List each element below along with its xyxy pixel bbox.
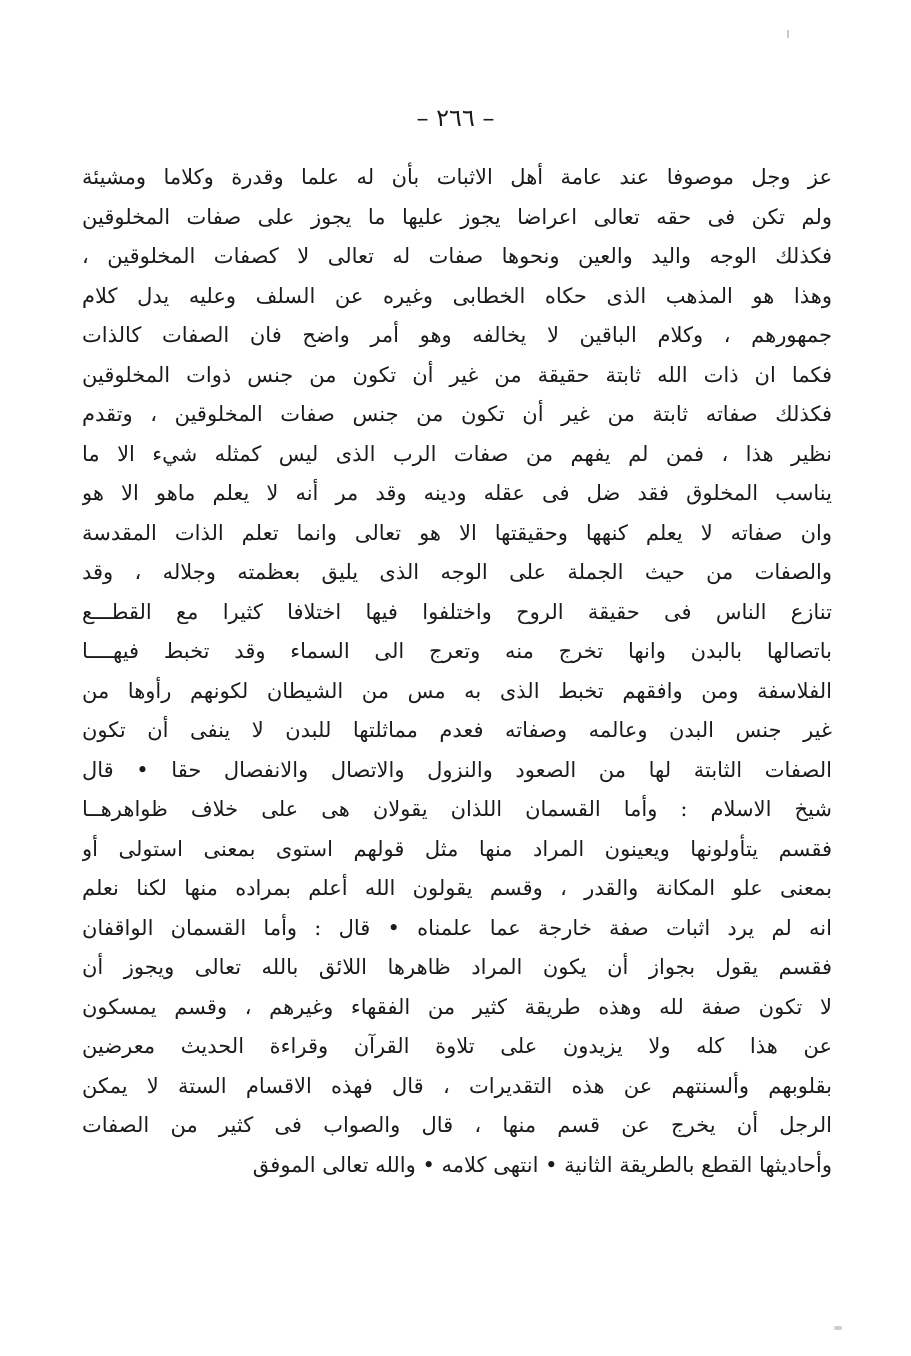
text-line: فكذلك الوجه واليد والعين ونحوها صفات له تعالى لا كصفات المخلوقين ،	[82, 244, 832, 268]
page-number: – ٢٦٦ –	[416, 104, 495, 132]
text-line: وأحاديثها القطع بالطريقة الثانية • انتهى كلامه • والله تعالى الموفق	[252, 1152, 832, 1177]
text-line: عز وجل موصوفا عند عامة أهل الاثبات بأن له علما وقدرة وكلاما ومشيئة	[82, 165, 832, 189]
text-line: الفلاسفة ومن وافقهم تخبط الذى به مس من الشيطان لكونهم رأوها من	[82, 678, 832, 703]
text-line: انه لم يرد اثبات صفة خارجة عما علمناه • قال : وأما القسمان الواقفان	[82, 915, 832, 940]
text-line: فكذلك صفاته ثابتة من غير أن تكون من جنس صفات المخلوقين ، وتقدم	[82, 402, 832, 426]
text-line: فقسم يتأولونها ويعينون المراد منها مثل قولهم استوى بمعنى استولى أو	[82, 836, 832, 861]
text-line: بمعنى علو المكانة والقدر ، وقسم يقولون الله أعلم بمراده منها لكنا نعلم	[82, 876, 832, 900]
text-line: فكما ان ذات الله ثابتة حقيقة من غير أن تكون من جنس ذوات المخلوقين	[82, 362, 832, 387]
text-line: نظير هذا ، فمن لم يفهم من صفات الرب الذى ليس كمثله شيء الا ما	[82, 441, 832, 466]
text-line: وان صفاته لا يعلم كنهها وحقيقتها الا هو تعالى وانما تعلم الذات المقدسة	[82, 520, 832, 545]
text-line: والصفات من حيث الجملة على الوجه الذى يليق بعظمته وجلاله ، وقد	[82, 560, 832, 584]
text-line: ولم تكن فى حقه تعالى اعراضا يجوز عليها ما يجوز على صفات المخلوقين	[82, 204, 832, 229]
scan-mark-bottom	[834, 1326, 842, 1330]
text-line: وهذا هو المذهب الذى حكاه الخطابى وغيره عن السلف وعليه يدل كلام	[82, 283, 832, 308]
text-line: يناسب المخلوق فقد ضل فى عقله ودينه وقد مر أنه لا يعلم ماهو الا هو	[82, 481, 832, 505]
text-line: تنازع الناس فى حقيقة الروح واختلفوا فيها اختلافا كثيرا مع القطـــع	[82, 599, 832, 624]
text-line: باتصالها بالبدن وانها تخرج منه وتعرج الى السماء وقد تخبط فيهــــا	[82, 639, 832, 663]
text-line: الصفات الثابتة لها من الصعود والنزول والاتصال والانفصال حقا • قال	[82, 757, 832, 782]
text-line: غير جنس البدن وعالمه وصفاته فعدم مماثلتها للبدن لا ينفى أن تكون	[82, 718, 832, 742]
text-line: جمهورهم ، وكلام الباقين لا يخالفه وهو أمر واضح فان الصفات كالذات	[82, 323, 832, 347]
text-line: عن هذا كله ولا يزيدون على تلاوة القرآن وقراءة الحديث معرضين	[82, 1034, 832, 1058]
text-line: شيخ الاسلام : وأما القسمان اللذان يقولان هى على خلاف ظواهرهــا	[82, 797, 832, 821]
text-line: لا تكون صفة لله وهذه طريقة كثير من الفقهاء وغيرهم ، وقسم يمسكون	[82, 994, 832, 1019]
text-line: الرجل أن يخرج عن قسم منها ، قال والصواب فى كثير من الصفات	[82, 1113, 832, 1137]
text-line: بقلوبهم وألسنتهم عن هذه التقديرات ، قال فهذه الاقسام الستة لا يمكن	[82, 1073, 832, 1098]
text-line: فقسم يقول بجواز أن يكون المراد ظاهرها اللائق بالله تعالى ويجوز أن	[82, 955, 832, 979]
body-text	[82, 158, 832, 1185]
scan-mark-top	[787, 30, 789, 38]
